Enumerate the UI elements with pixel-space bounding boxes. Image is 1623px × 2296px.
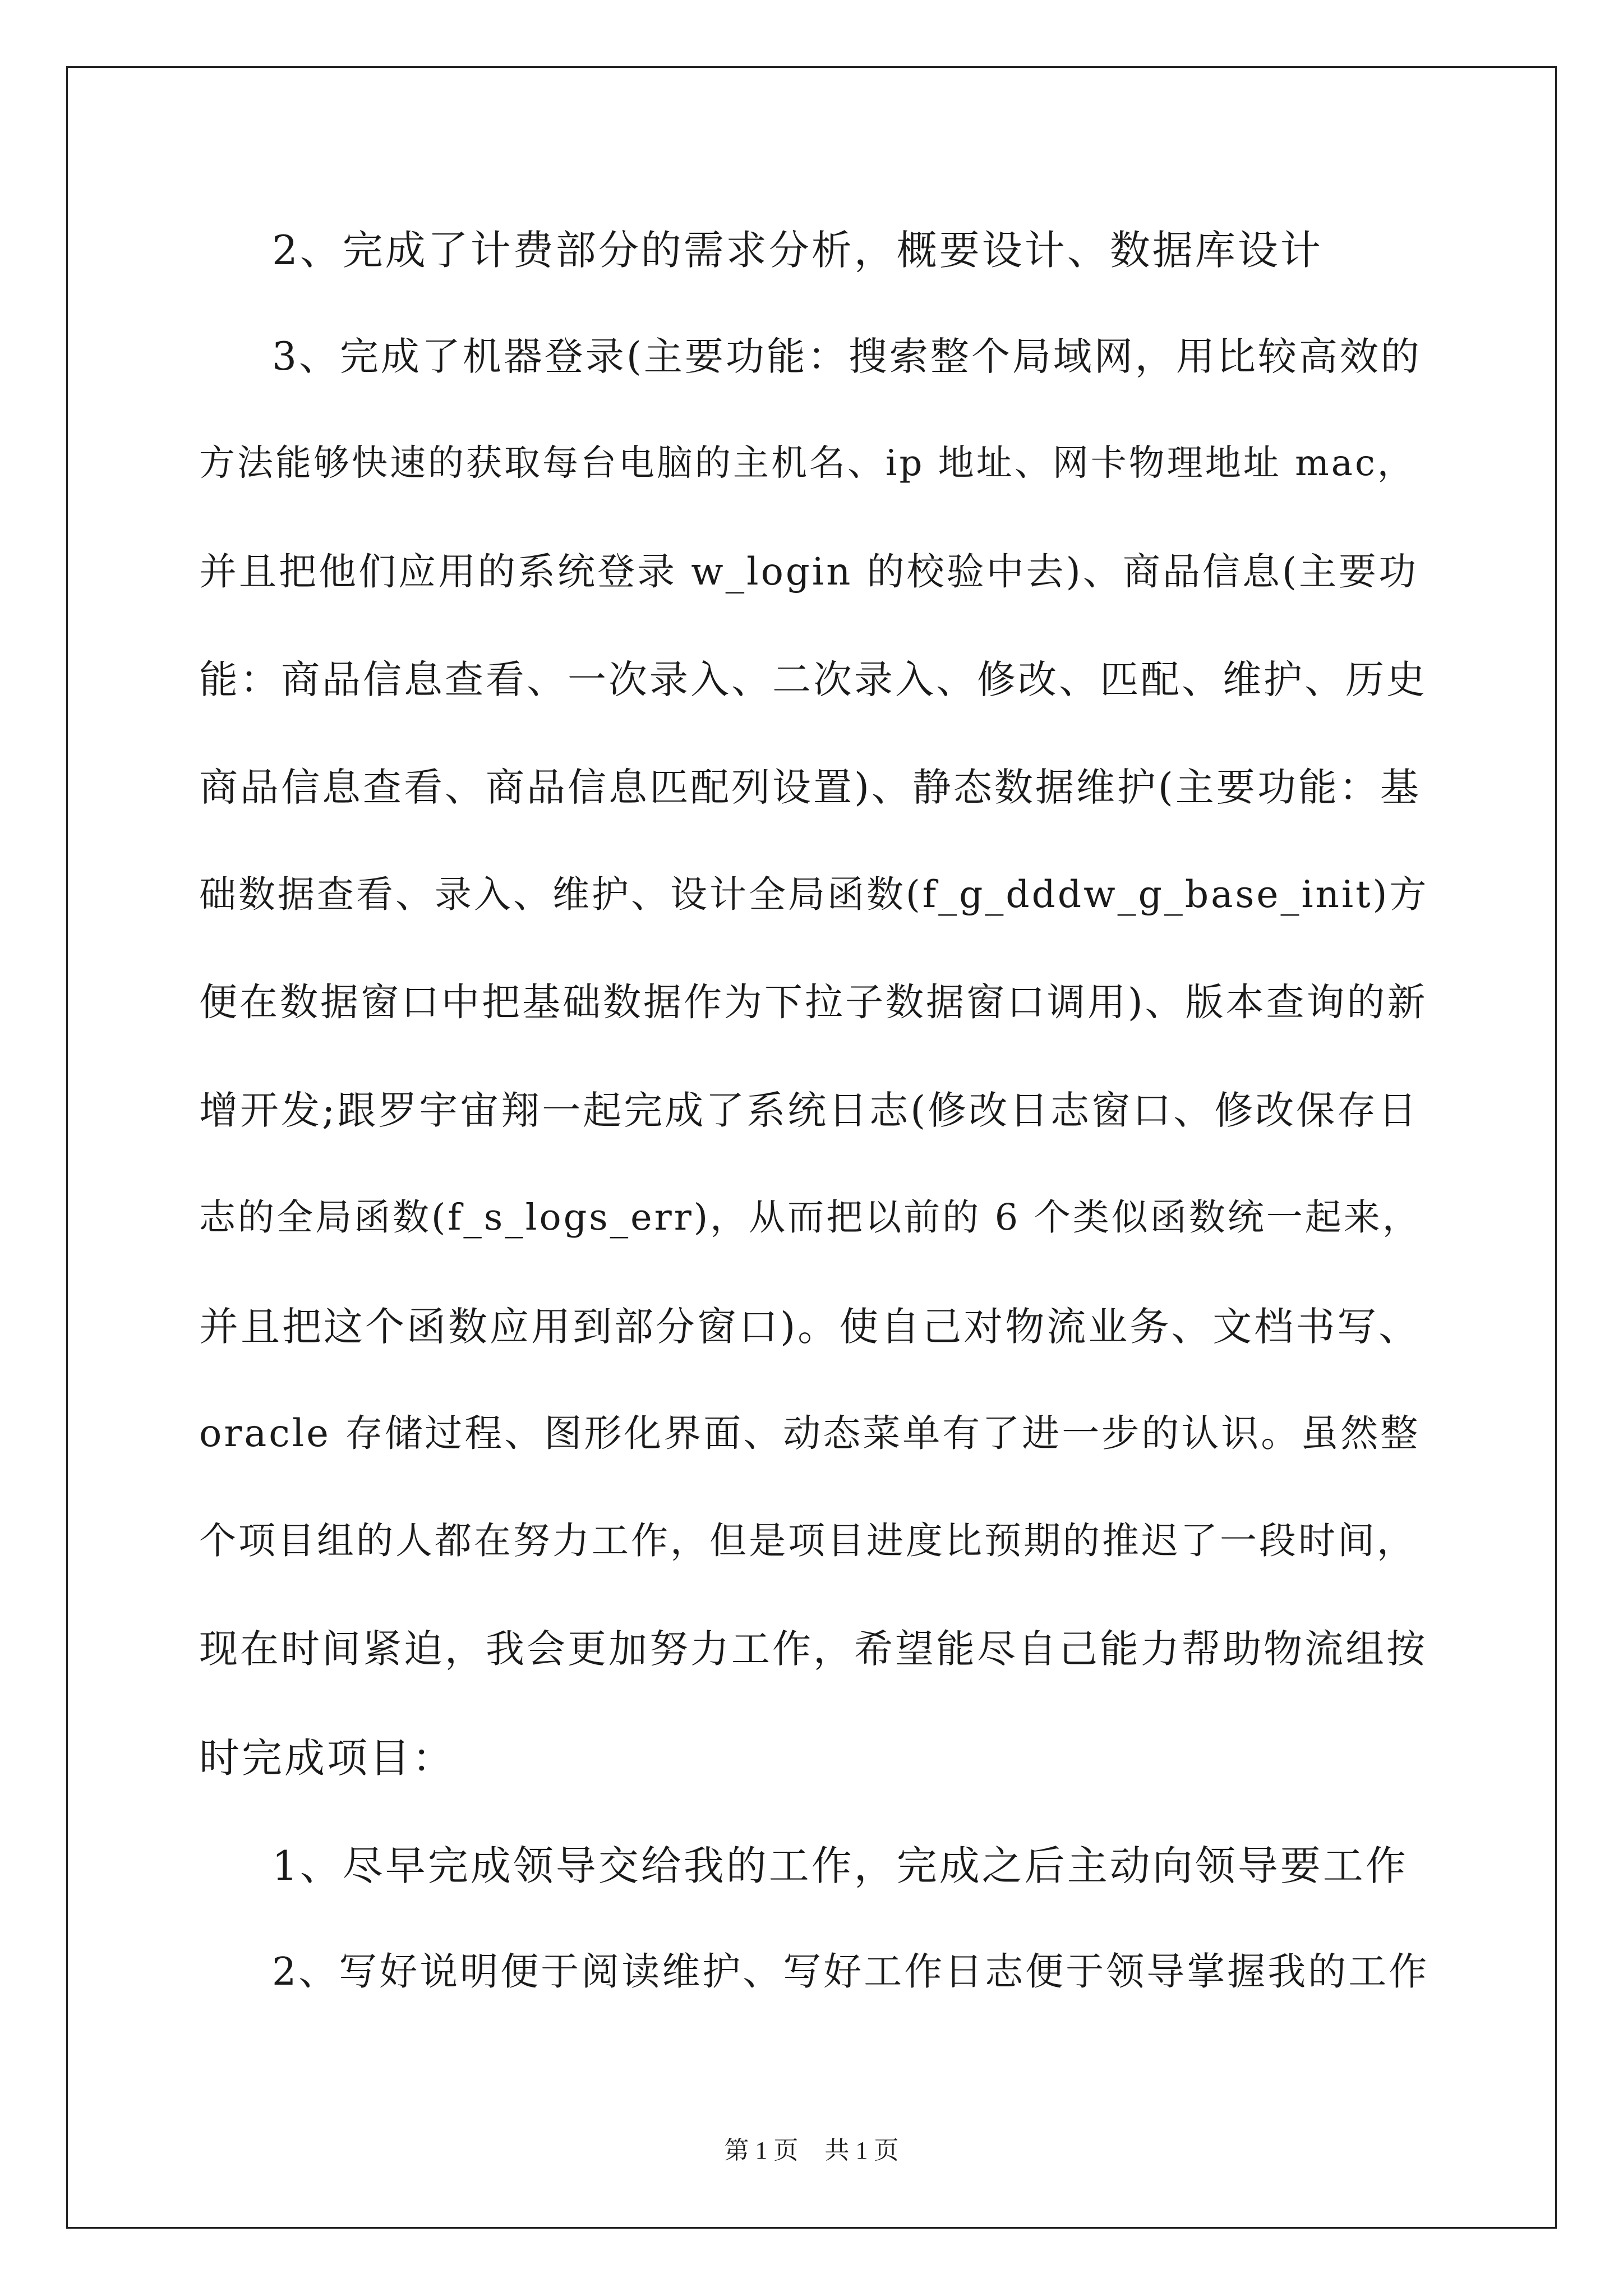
paragraph-line: 商品信息查看、商品信息匹配列设置)、静态数据维护(主要功能：基 xyxy=(199,765,1421,810)
page-border xyxy=(66,66,1557,2229)
page-total: 共 1 页 xyxy=(824,2137,899,2164)
paragraph-line: 现在时间紧迫，我会更加努力工作，希望能尽自己能力帮助物流组按 xyxy=(199,1627,1427,1672)
paragraph-line: 增开发;跟罗宇宙翔一起完成了系统日志(修改日志窗口、修改保存日 xyxy=(199,1088,1419,1133)
page-number: 第 1 页 xyxy=(724,2137,799,2164)
paragraph-line: 并且把这个函数应用到部分窗口)。使自己对物流业务、文档书写、 xyxy=(199,1304,1421,1350)
paragraph-line: 时完成项目： xyxy=(199,1734,455,1782)
paragraph-line: oracle 存储过程、图形化界面、动态菜单有了进一步的认识。虽然整 xyxy=(199,1411,1421,1455)
paragraph-line: 2、完成了计费部分的需求分析，概要设计、数据库设计 xyxy=(272,227,1323,274)
page-footer xyxy=(0,2130,1623,2166)
paragraph-line: 础数据查看、录入、维护、设计全局函数(f_g_dddw_g_base_init)方 xyxy=(199,873,1429,916)
paragraph-line: 1、尽早完成领导交给我的工作，完成之后主动向领导要工作 xyxy=(272,1842,1408,1889)
paragraph-line: 方法能够快速的获取每台电脑的主机名、ip 地址、网卡物理地址 mac， xyxy=(199,443,1415,484)
paragraph-line: 个项目组的人都在努力工作，但是项目进度比预期的推迟了一段时间， xyxy=(199,1519,1416,1562)
paragraph-line: 便在数据窗口中把基础数据作为下拉子数据窗口调用)、版本查询的新 xyxy=(199,981,1428,1025)
paragraph-line: 2、写好说明便于阅读维护、写好工作日志便于领导掌握我的工作 xyxy=(272,1950,1430,1994)
paragraph-line: 并且把他们应用的系统登录 w_login 的校验中去)、商品信息(主要功 xyxy=(199,550,1418,593)
paragraph-line: 志的全局函数(f_s_logs_err)，从而把以前的 6 个类似函数统一起来， xyxy=(199,1197,1421,1239)
paragraph-line: 3、完成了机器登录(主要功能：搜索整个局域网，用比较高效的 xyxy=(272,334,1422,379)
paragraph-line: 能：商品信息查看、一次录入、二次录入、修改、匹配、维护、历史 xyxy=(199,657,1427,702)
